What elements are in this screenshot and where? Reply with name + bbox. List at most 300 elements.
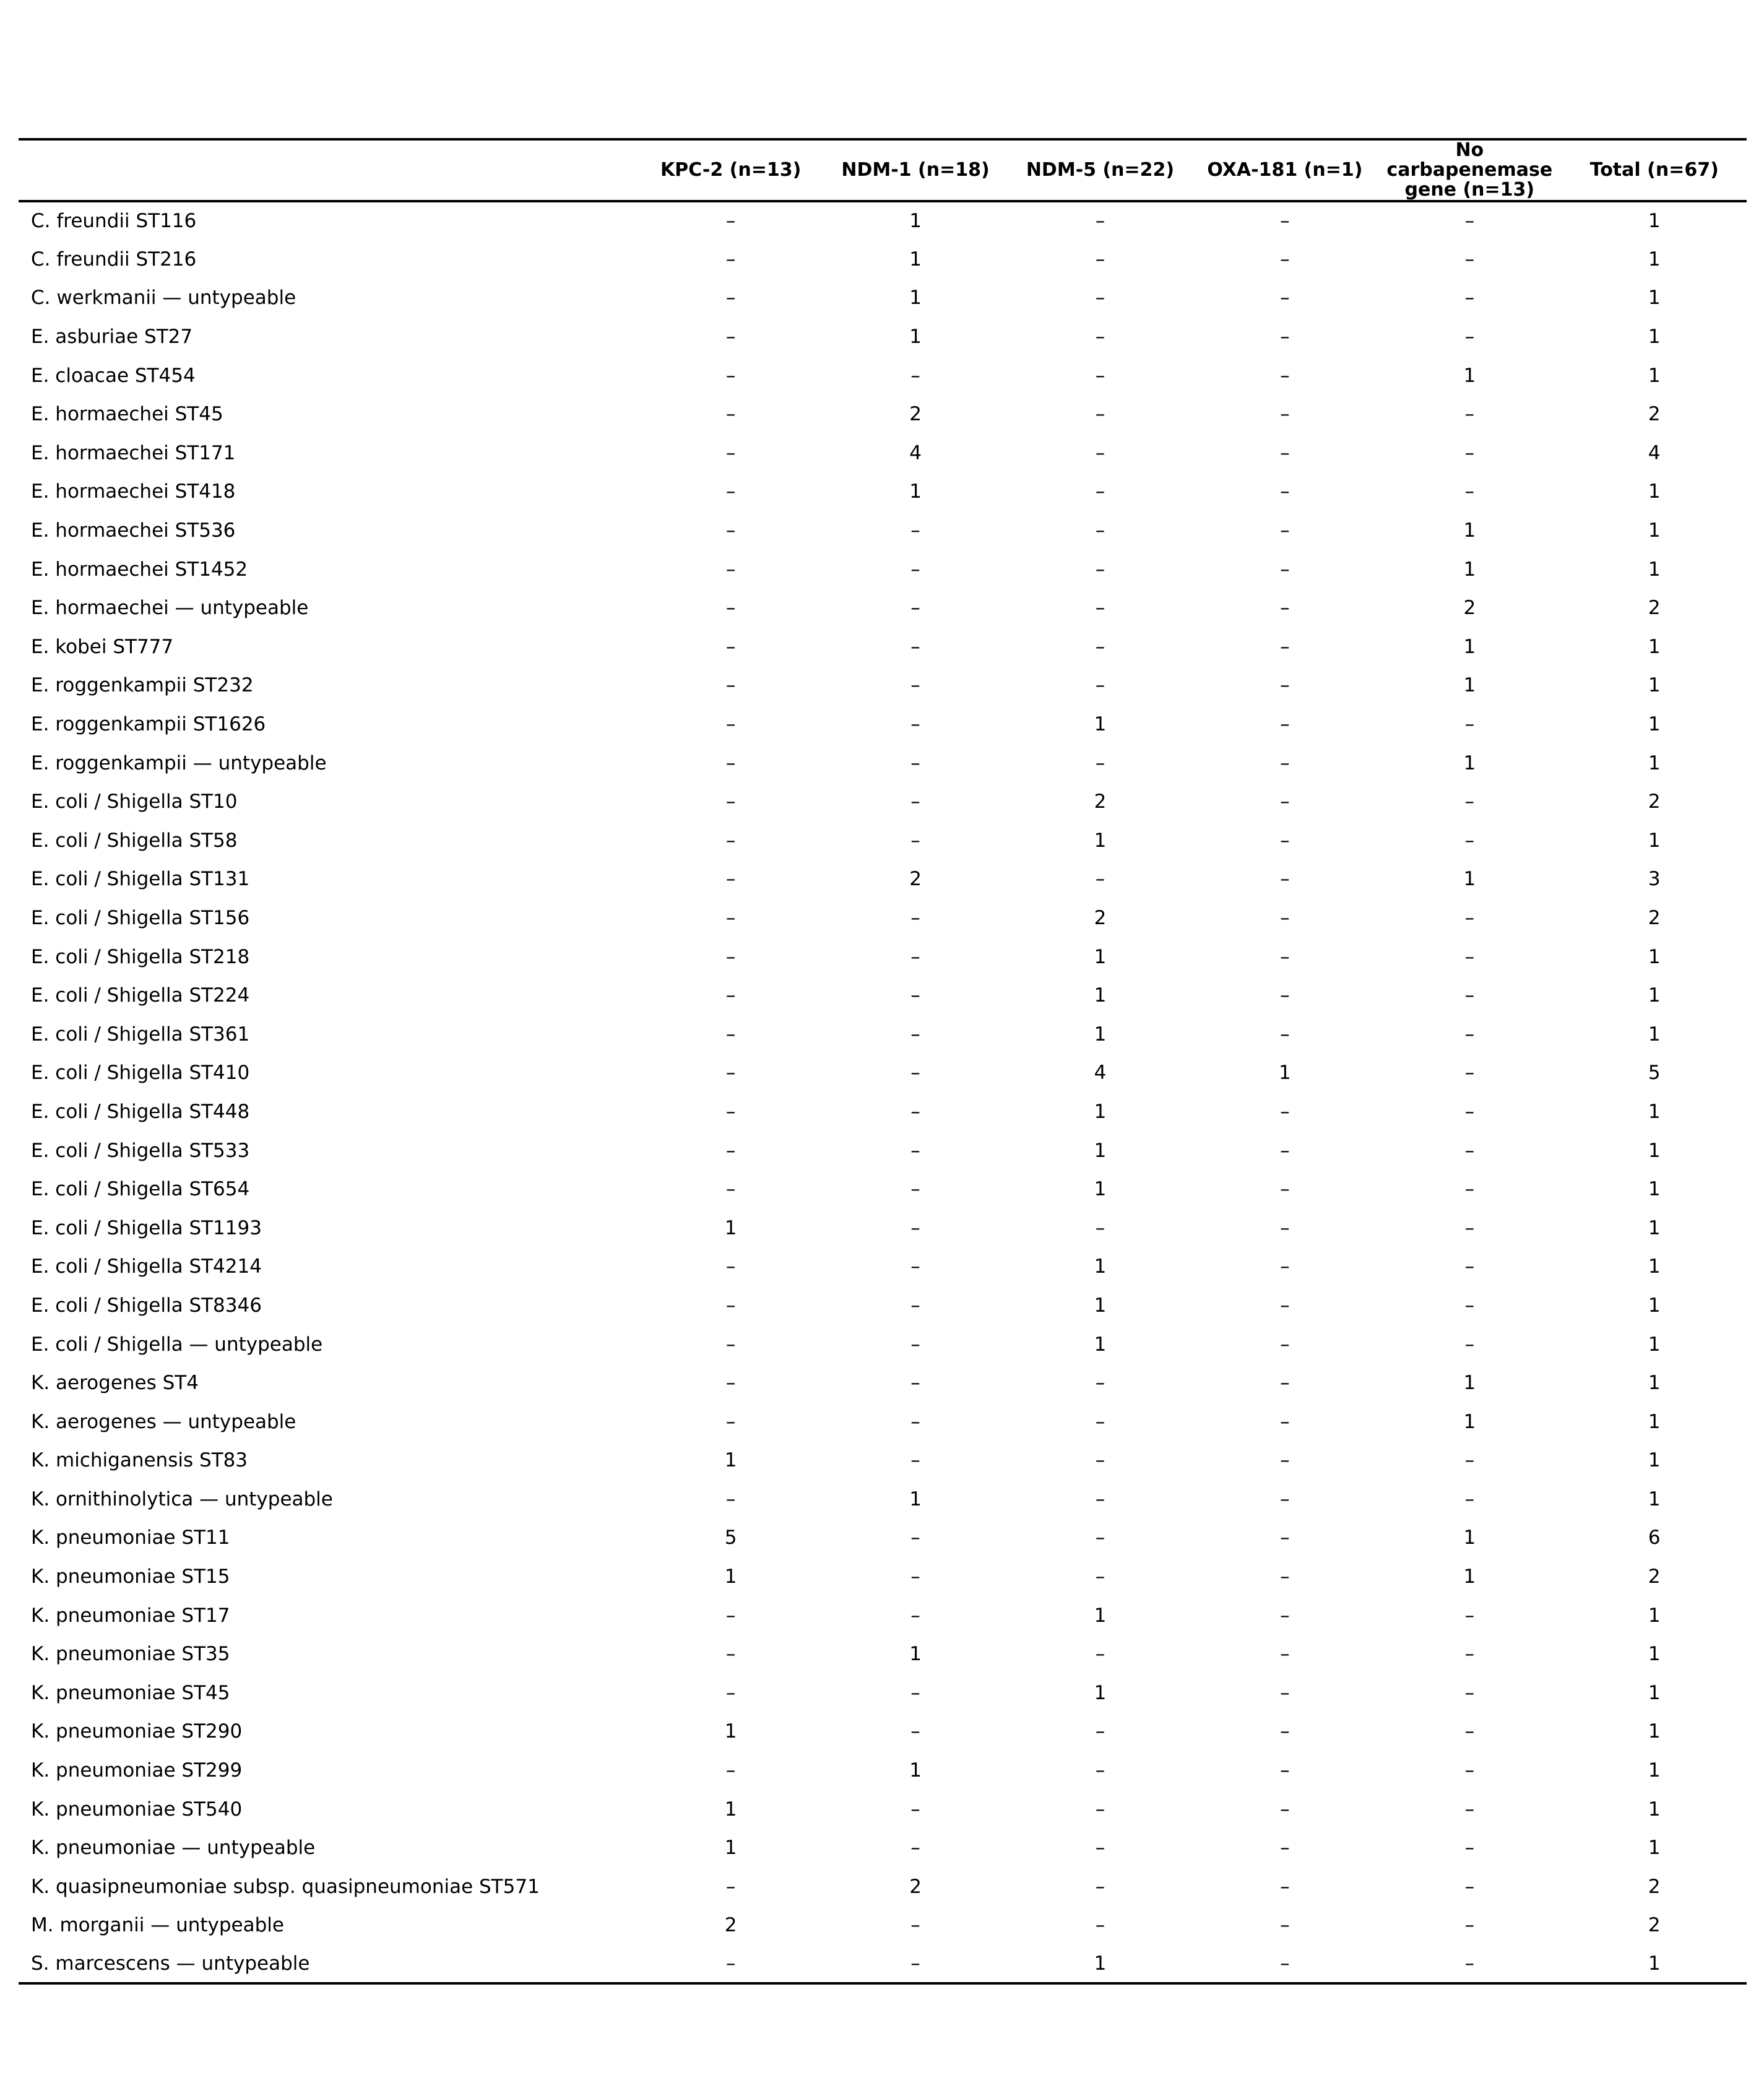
cell-ndm1: 4 (909, 441, 922, 464)
cell-oxa181: – (1280, 1759, 1290, 1782)
table-row (19, 1170, 1747, 1209)
cell-oxa181: – (1280, 984, 1290, 1007)
cell-oxa181: – (1280, 1604, 1290, 1627)
table-row (19, 434, 1747, 473)
cell-ndm1: – (910, 1294, 920, 1317)
cell-kpc2: – (725, 635, 736, 658)
table-row (19, 705, 1747, 744)
cell-oxa181: – (1280, 1294, 1290, 1317)
cell-ndm5: – (1095, 519, 1105, 542)
cell-no-carbapenemase: 1 (1463, 519, 1476, 542)
cell-no-carbapenemase: – (1464, 1488, 1475, 1510)
header-no-carbapenemase: No carbapenemase gene (n=13) (1377, 139, 1562, 201)
cell-oxa181: – (1280, 674, 1290, 697)
cell-kpc2: – (725, 751, 736, 774)
table-row (19, 899, 1747, 938)
cell-kpc2: – (725, 480, 736, 503)
cell-oxa181: – (1280, 751, 1290, 774)
cell-total: 1 (1648, 635, 1661, 658)
cell-no-carbapenemase: – (1464, 1023, 1475, 1046)
cell-total: 1 (1648, 1720, 1661, 1743)
cell-ndm1: 2 (909, 403, 922, 426)
cell-total: 1 (1648, 1798, 1661, 1821)
cell-ndm1: 2 (909, 1875, 922, 1898)
cell-kpc2: 5 (724, 1527, 737, 1549)
cell-kpc2: – (725, 1488, 736, 1510)
table-row (19, 318, 1747, 357)
cell-kpc2: – (725, 403, 736, 426)
cell-total: 1 (1648, 519, 1661, 542)
cell-kpc2: – (725, 790, 736, 813)
cell-no-carbapenemase: – (1464, 1100, 1475, 1123)
cell-no-carbapenemase: 1 (1463, 1566, 1476, 1588)
cell-no-carbapenemase: – (1464, 1255, 1475, 1278)
cell-no-carbapenemase: – (1464, 1216, 1475, 1239)
row-label: K. pneumoniae ST17 (31, 1604, 230, 1627)
cell-ndm1: 1 (909, 326, 922, 349)
cell-kpc2: – (725, 1178, 736, 1201)
row-label: E. hormaechei ST1452 (31, 558, 248, 581)
row-label: E. coli / Shigella ST224 (31, 984, 250, 1007)
cell-no-carbapenemase: – (1464, 1875, 1475, 1898)
cell-kpc2: – (725, 1643, 736, 1666)
cell-oxa181: – (1280, 1837, 1290, 1860)
cell-no-carbapenemase: – (1464, 287, 1475, 310)
table-row (19, 1868, 1747, 1907)
table-row (19, 1751, 1747, 1790)
cell-ndm5: 1 (1094, 713, 1107, 736)
cell-total: 1 (1648, 945, 1661, 968)
row-label: E. roggenkampii ST1626 (31, 713, 266, 736)
table-row (19, 1441, 1747, 1480)
table-row (19, 628, 1747, 667)
header-organism (19, 139, 638, 201)
cell-total: 5 (1648, 1062, 1661, 1085)
table-row (19, 1093, 1747, 1132)
cell-total: 1 (1648, 1410, 1661, 1433)
table-row (19, 1286, 1747, 1325)
row-label: K. aerogenes — untypeable (31, 1410, 296, 1433)
cell-total: 1 (1648, 829, 1661, 852)
cell-total: 2 (1648, 597, 1661, 620)
cell-ndm5: – (1095, 868, 1105, 891)
cell-ndm1: – (910, 713, 920, 736)
cell-ndm5: 4 (1094, 1062, 1107, 1085)
cell-ndm1: 1 (909, 480, 922, 503)
row-label: E. coli / Shigella ST448 (31, 1100, 250, 1123)
header-kpc2: KPC-2 (n=13) (638, 139, 823, 201)
row-label: E. coli / Shigella ST58 (31, 829, 238, 852)
cell-ndm1: – (910, 1798, 920, 1821)
cell-no-carbapenemase: – (1464, 945, 1475, 968)
table-row (19, 1364, 1747, 1403)
cell-ndm5: – (1095, 1914, 1105, 1937)
table-row (19, 395, 1747, 434)
cell-kpc2: 2 (724, 1914, 737, 1937)
row-label: C. freundii ST216 (31, 248, 197, 271)
row-label: K. pneumoniae ST290 (31, 1720, 243, 1743)
cell-ndm1: 2 (909, 868, 922, 891)
cell-ndm1: – (910, 751, 920, 774)
species-gene-table (19, 138, 1747, 1985)
cell-no-carbapenemase: 1 (1463, 558, 1476, 581)
cell-ndm5: – (1095, 558, 1105, 581)
cell-kpc2: – (725, 1333, 736, 1356)
cell-total: 6 (1648, 1527, 1661, 1549)
table-row (19, 1054, 1747, 1093)
cell-ndm1: – (910, 1023, 920, 1046)
table-row (19, 1790, 1747, 1829)
cell-ndm5: – (1095, 1372, 1105, 1395)
cell-oxa181: – (1280, 597, 1290, 620)
cell-no-carbapenemase: – (1464, 248, 1475, 271)
cell-ndm1: – (910, 1449, 920, 1472)
table-row (19, 976, 1747, 1015)
cell-total: 1 (1648, 558, 1661, 581)
table-row (19, 356, 1747, 395)
cell-total: 2 (1648, 1914, 1661, 1937)
cell-kpc2: – (725, 1604, 736, 1627)
row-label: E. coli / Shigella ST131 (31, 868, 250, 891)
cell-ndm1: 1 (909, 1488, 922, 1510)
cell-oxa181: – (1280, 1875, 1290, 1898)
cell-no-carbapenemase: – (1464, 1178, 1475, 1201)
table-row (19, 1674, 1747, 1713)
cell-no-carbapenemase: – (1464, 1798, 1475, 1821)
cell-ndm5: – (1095, 1527, 1105, 1549)
cell-ndm1: 1 (909, 1643, 922, 1666)
cell-oxa181: – (1280, 441, 1290, 464)
cell-oxa181: – (1280, 1449, 1290, 1472)
cell-total: 1 (1648, 1216, 1661, 1239)
cell-total: 2 (1648, 906, 1661, 929)
cell-total: 1 (1648, 1681, 1661, 1704)
cell-ndm1: – (910, 1062, 920, 1085)
cell-no-carbapenemase: 1 (1463, 1527, 1476, 1549)
row-label: K. pneumoniae ST35 (31, 1643, 230, 1666)
row-label: E. coli / Shigella ST410 (31, 1062, 250, 1085)
cell-total: 1 (1648, 1604, 1661, 1627)
cell-kpc2: 1 (724, 1798, 737, 1821)
cell-no-carbapenemase: – (1464, 1643, 1475, 1666)
cell-no-carbapenemase: – (1464, 1681, 1475, 1704)
cell-kpc2: – (725, 210, 736, 233)
cell-total: 1 (1648, 1139, 1661, 1162)
row-label: K. pneumoniae ST11 (31, 1527, 230, 1549)
cell-ndm1: – (910, 1372, 920, 1395)
table-row (19, 201, 1747, 240)
table-row (19, 1247, 1747, 1286)
cell-oxa181: – (1280, 635, 1290, 658)
cell-ndm5: 1 (1008, 1945, 1192, 1984)
table-body (19, 201, 1747, 1983)
table-row (19, 472, 1747, 511)
cell-ndm5: 1 (1094, 1604, 1107, 1627)
cell-oxa181: – (1280, 1566, 1290, 1588)
cell-kpc2: – (725, 1062, 736, 1085)
cell-no-carbapenemase: – (1377, 1945, 1562, 1984)
cell-total: 1 (1648, 287, 1661, 310)
cell-kpc2: – (725, 868, 736, 891)
cell-ndm5: – (1095, 597, 1105, 620)
cell-oxa181: – (1280, 480, 1290, 503)
cell-oxa181: – (1280, 1681, 1290, 1704)
table-header (19, 139, 1747, 201)
cell-total: 1 (1648, 1178, 1661, 1201)
cell-total: 1 (1648, 751, 1661, 774)
row-label: S. marcescens — untypeable (19, 1945, 638, 1984)
cell-oxa181: – (1280, 1139, 1290, 1162)
cell-ndm5: – (1095, 1759, 1105, 1782)
cell-oxa181: – (1280, 829, 1290, 852)
row-label: C. freundii ST116 (31, 210, 197, 233)
cell-no-carbapenemase: 1 (1463, 635, 1476, 658)
cell-no-carbapenemase: – (1464, 790, 1475, 813)
cell-no-carbapenemase: 1 (1463, 1410, 1476, 1433)
cell-total: 1 (1648, 210, 1661, 233)
table-row (19, 937, 1747, 976)
cell-kpc2: 1 (724, 1720, 737, 1743)
cell-kpc2: – (725, 1410, 736, 1433)
cell-ndm5: 2 (1094, 790, 1107, 813)
table-row (19, 1518, 1747, 1557)
cell-ndm1: 1 (909, 210, 922, 233)
cell-no-carbapenemase: – (1464, 210, 1475, 233)
cell-no-carbapenemase: – (1464, 984, 1475, 1007)
cell-ndm1: – (910, 635, 920, 658)
cell-no-carbapenemase: – (1464, 1720, 1475, 1743)
cell-oxa181: – (1280, 1720, 1290, 1743)
cell-total: 1 (1648, 326, 1661, 349)
row-label: E. hormaechei ST418 (31, 480, 236, 503)
cell-total: 1 (1648, 1255, 1661, 1278)
cell-ndm5: – (1095, 1798, 1105, 1821)
cell-ndm5: 1 (1094, 984, 1107, 1007)
cell-oxa181: – (1280, 1333, 1290, 1356)
cell-ndm1: – (910, 1837, 920, 1860)
cell-total: 1 (1648, 1372, 1661, 1395)
row-label: K. pneumoniae ST45 (31, 1681, 230, 1704)
table-row (19, 1208, 1747, 1247)
cell-oxa181: – (1280, 1798, 1290, 1821)
cell-no-carbapenemase: – (1464, 1333, 1475, 1356)
cell-ndm5: – (1095, 287, 1105, 310)
cell-total: 1 (1648, 1333, 1661, 1356)
row-label: E. coli / Shigella ST218 (31, 945, 250, 968)
cell-kpc2: 1 (724, 1837, 737, 1860)
cell-kpc2: – (725, 326, 736, 349)
cell-ndm1: – (910, 1914, 920, 1937)
cell-kpc2: – (725, 248, 736, 271)
cell-total: 1 (1648, 1023, 1661, 1046)
cell-ndm1: – (910, 364, 920, 387)
table-row (19, 240, 1747, 279)
cell-ndm1: – (910, 945, 920, 968)
cell-oxa181: – (1280, 1216, 1290, 1239)
cell-oxa181: 1 (1279, 1062, 1291, 1085)
header-total: Total (n=67) (1562, 139, 1747, 201)
cell-ndm1: – (910, 1216, 920, 1239)
cell-oxa181: – (1280, 906, 1290, 929)
cell-ndm1: – (910, 1720, 920, 1743)
cell-kpc2: – (725, 287, 736, 310)
cell-no-carbapenemase: 1 (1463, 674, 1476, 697)
cell-no-carbapenemase: 1 (1463, 364, 1476, 387)
cell-oxa181: – (1280, 1410, 1290, 1433)
cell-ndm1: – (910, 1255, 920, 1278)
cell-total: 1 (1648, 1294, 1661, 1317)
cell-total: 3 (1648, 868, 1661, 891)
cell-kpc2: 1 (724, 1216, 737, 1239)
cell-total: 1 (1648, 713, 1661, 736)
cell-ndm1: – (910, 597, 920, 620)
cell-ndm5: – (1095, 674, 1105, 697)
cell-ndm1: – (910, 1410, 920, 1433)
cell-kpc2: – (638, 1945, 823, 1984)
row-label: E. hormaechei ST45 (31, 403, 223, 426)
table-row (19, 1829, 1747, 1868)
row-label: E. coli / Shigella ST361 (31, 1023, 250, 1046)
cell-total: 1 (1648, 248, 1661, 271)
row-label: E. coli / Shigella ST4214 (31, 1255, 262, 1278)
cell-kpc2: – (725, 1681, 736, 1704)
cell-kpc2: – (725, 1255, 736, 1278)
cell-kpc2: – (725, 1023, 736, 1046)
row-label: E. coli / Shigella ST654 (31, 1178, 250, 1201)
row-label: E. asburiae ST27 (31, 326, 193, 349)
cell-ndm1: – (910, 829, 920, 852)
cell-kpc2: – (725, 674, 736, 697)
cell-ndm5: – (1095, 1566, 1105, 1588)
cell-kpc2: – (725, 945, 736, 968)
table-row (19, 1325, 1747, 1364)
cell-no-carbapenemase: – (1464, 1759, 1475, 1782)
row-label: K. aerogenes ST4 (31, 1372, 199, 1395)
cell-ndm1: – (910, 674, 920, 697)
table-row (19, 860, 1747, 899)
cell-kpc2: – (725, 713, 736, 736)
cell-ndm5: – (1095, 210, 1105, 233)
cell-kpc2: – (725, 829, 736, 852)
cell-oxa181: – (1280, 364, 1290, 387)
table-row (19, 1557, 1747, 1596)
cell-kpc2: – (725, 1100, 736, 1123)
cell-oxa181: – (1280, 1023, 1290, 1046)
cell-ndm5: – (1095, 1449, 1105, 1472)
row-label: E. coli / Shigella ST1193 (31, 1216, 262, 1239)
cell-ndm5: – (1095, 751, 1105, 774)
row-label: E. coli / Shigella ST533 (31, 1139, 250, 1162)
row-label: E. roggenkampii ST232 (31, 674, 254, 697)
cell-no-carbapenemase: – (1464, 1062, 1475, 1085)
cell-kpc2: – (725, 558, 736, 581)
cell-ndm5: 1 (1094, 1023, 1107, 1046)
cell-kpc2: – (725, 906, 736, 929)
cell-ndm5: 1 (1094, 1333, 1107, 1356)
cell-no-carbapenemase: 1 (1463, 868, 1476, 891)
cell-ndm5: – (1095, 364, 1105, 387)
cell-oxa181: – (1280, 1488, 1290, 1510)
cell-kpc2: – (725, 1875, 736, 1898)
table-row (19, 279, 1747, 318)
cell-kpc2: – (725, 1139, 736, 1162)
cell-total: 1 (1648, 984, 1661, 1007)
cell-oxa181: – (1280, 790, 1290, 813)
cell-kpc2: – (725, 597, 736, 620)
cell-ndm5: – (1095, 1488, 1105, 1510)
row-label: K. pneumoniae ST540 (31, 1798, 243, 1821)
cell-no-carbapenemase: – (1464, 1139, 1475, 1162)
cell-kpc2: – (725, 441, 736, 464)
table-row (19, 1015, 1747, 1054)
cell-ndm1: 1 (909, 1759, 922, 1782)
cell-ndm5: 1 (1094, 1178, 1107, 1201)
cell-ndm1: – (910, 1604, 920, 1627)
cell-oxa181: – (1280, 945, 1290, 968)
cell-total: 2 (1648, 403, 1661, 426)
cell-no-carbapenemase: – (1464, 1449, 1475, 1472)
cell-oxa181: – (1280, 558, 1290, 581)
cell-no-carbapenemase: – (1464, 480, 1475, 503)
cell-ndm5: – (1095, 326, 1105, 349)
header-row (19, 139, 1747, 201)
cell-oxa181: – (1280, 1914, 1290, 1937)
cell-ndm5: – (1095, 1216, 1105, 1239)
cell-total: 1 (1648, 1643, 1661, 1666)
cell-no-carbapenemase: – (1464, 326, 1475, 349)
cell-ndm5: – (1095, 1837, 1105, 1860)
table-row (19, 782, 1747, 821)
table-row (19, 666, 1747, 705)
cell-total: 2 (1648, 1875, 1661, 1898)
cell-ndm5: – (1095, 1720, 1105, 1743)
cell-kpc2: – (725, 1372, 736, 1395)
cell-total: 1 (1648, 1100, 1661, 1123)
row-label: K. ornithinolytica — untypeable (31, 1488, 333, 1510)
cell-total: 1 (1648, 1488, 1661, 1510)
cell-ndm5: – (1095, 1643, 1105, 1666)
table-row (19, 1596, 1747, 1635)
cell-no-carbapenemase: – (1464, 403, 1475, 426)
cell-total: 1 (1648, 480, 1661, 503)
species-gene-table-container (19, 138, 1747, 1985)
cell-ndm1: – (910, 1333, 920, 1356)
cell-oxa181: – (1280, 1643, 1290, 1666)
cell-oxa181: – (1280, 287, 1290, 310)
cell-ndm1: – (910, 1681, 920, 1704)
cell-oxa181: – (1280, 210, 1290, 233)
cell-ndm1: – (910, 1139, 920, 1162)
cell-oxa181: – (1280, 248, 1290, 271)
cell-kpc2: – (725, 364, 736, 387)
cell-total: 1 (1648, 364, 1661, 387)
cell-oxa181: – (1280, 1372, 1290, 1395)
cell-ndm1: – (910, 984, 920, 1007)
cell-total: 4 (1648, 441, 1661, 464)
cell-no-carbapenemase: – (1464, 1914, 1475, 1937)
cell-total: 1 (1648, 1837, 1661, 1860)
row-label: K. pneumoniae — untypeable (31, 1837, 316, 1860)
cell-total: 1 (1648, 674, 1661, 697)
cell-oxa181: – (1280, 1255, 1290, 1278)
cell-kpc2: – (725, 519, 736, 542)
cell-ndm5: 2 (1094, 906, 1107, 929)
row-label: K. pneumoniae ST15 (31, 1566, 230, 1588)
cell-no-carbapenemase: – (1464, 829, 1475, 852)
cell-oxa181: – (1280, 326, 1290, 349)
cell-ndm5: – (1095, 635, 1105, 658)
cell-ndm5: – (1095, 403, 1105, 426)
